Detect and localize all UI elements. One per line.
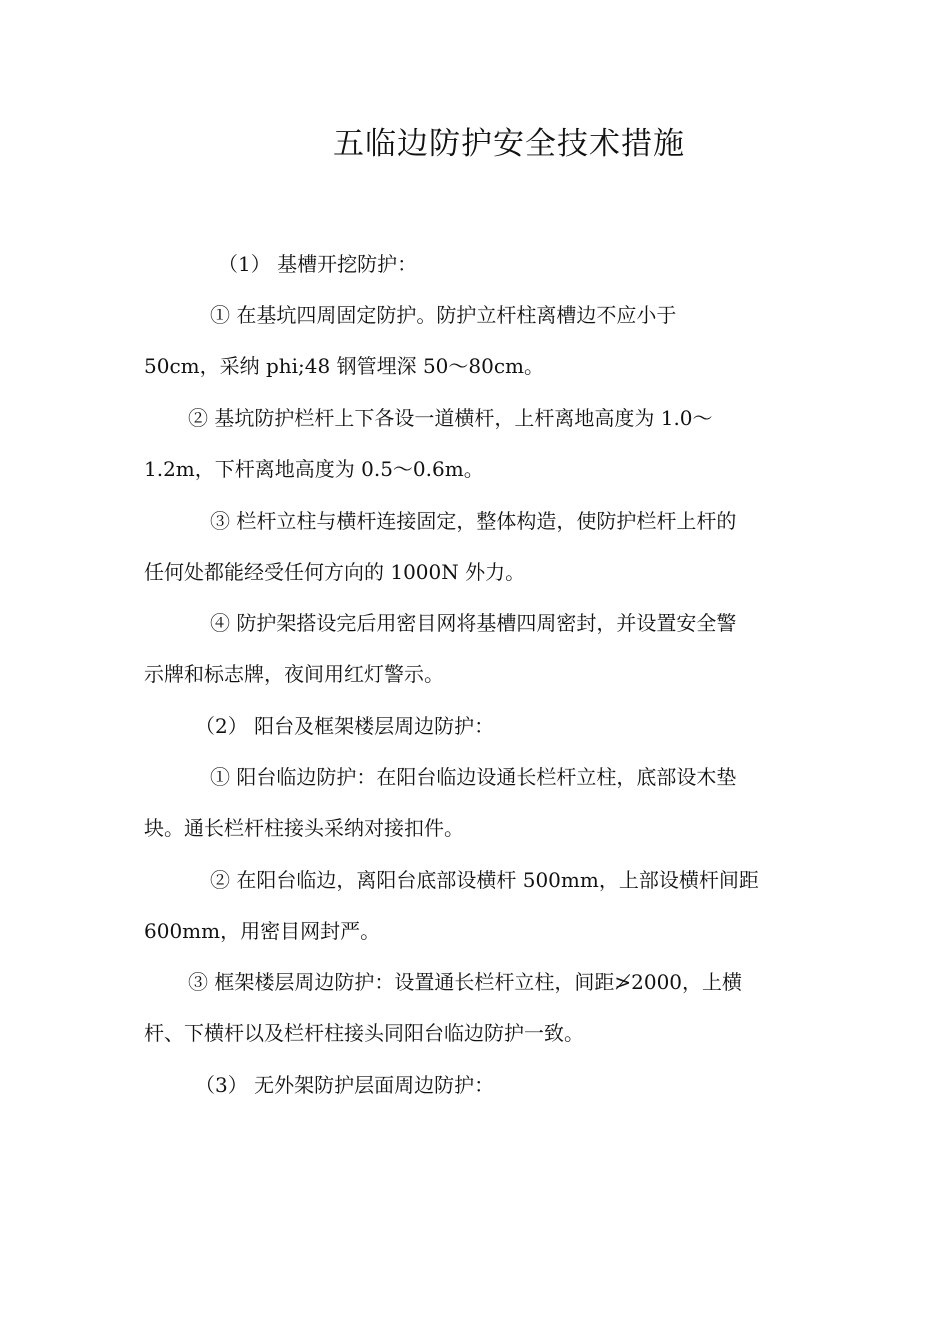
paragraph-line: ② 基坑防护栏杆上下各设一道横杆，上杆离地高度为 1.0～	[188, 406, 713, 430]
paragraph-line: 任何处都能经受任何方向的 1000N 外力。	[144, 560, 526, 584]
section-heading-2: （2） 阳台及框架楼层周边防护：	[195, 714, 495, 738]
paragraph-line: ④ 防护架搭设完后用密目网将基槽四周密封，并设置安全警	[210, 611, 737, 635]
paragraph-line: ① 阳台临边防护：在阳台临边设通长栏杆立柱，底部设木垫	[210, 765, 737, 789]
paragraph-line: 600mm，用密目网封严。	[144, 919, 381, 943]
paragraph-line: 1.2m，下杆离地高度为 0.5～0.6m。	[144, 457, 484, 481]
paragraph-line: ② 在阳台临边，离阳台底部设横杆 500mm，上部设横杆间距	[210, 868, 759, 892]
paragraph-line: ③ 栏杆立柱与横杆连接固定，整体构造，使防护栏杆上杆的	[210, 509, 737, 533]
paragraph-line: 50cm，采纳 phi;48 钢管埋深 50～80cm。	[144, 354, 545, 378]
section-heading-1: （1） 基槽开挖防护：	[218, 252, 418, 276]
paragraph-line: 杆、下横杆以及栏杆柱接头同阳台临边防护一致。	[144, 1021, 584, 1045]
paragraph-line: 示牌和标志牌，夜间用红灯警示。	[144, 662, 444, 686]
paragraph-line: 块。通长栏杆柱接头采纳对接扣件。	[144, 816, 464, 840]
paragraph-line: ① 在基坑四周固定防护。防护立杆柱离槽边不应小于	[210, 303, 677, 327]
paragraph-line: ③ 框架楼层周边防护：设置通长栏杆立柱，间距≯2000，上横	[188, 970, 743, 994]
document-title: 五临边防护安全技术措施	[333, 126, 685, 162]
section-heading-3: （3） 无外架防护层面周边防护：	[195, 1073, 495, 1097]
